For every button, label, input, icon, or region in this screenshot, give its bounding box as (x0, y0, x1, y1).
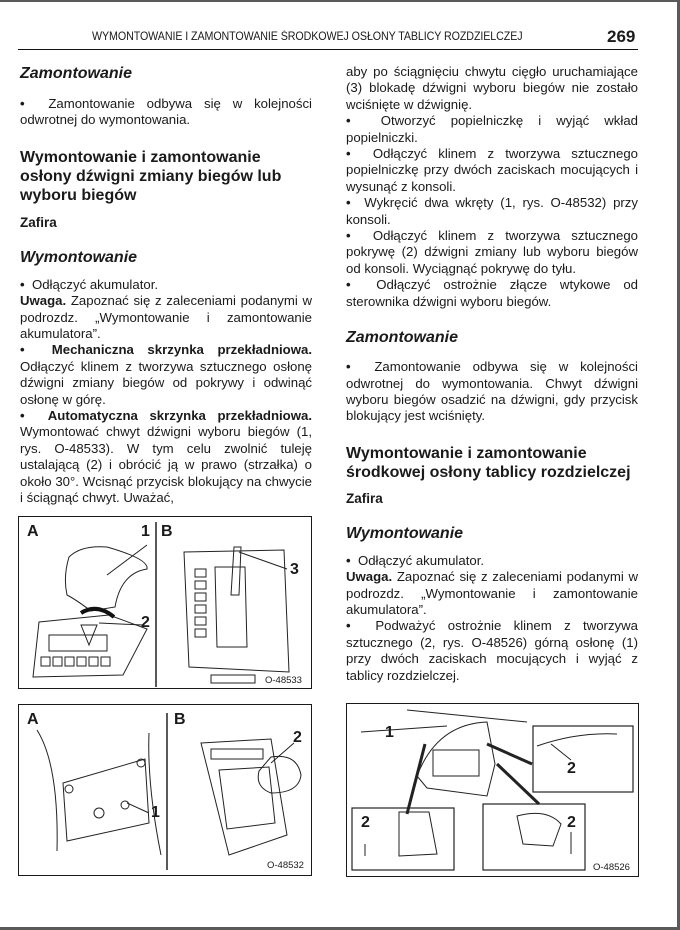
panel-label-a: A (27, 711, 39, 728)
windshield-line (407, 710, 527, 722)
callout-2-left: 2 (361, 814, 370, 831)
subsection-heading-wymontowanie: Wymontowanie (20, 248, 138, 266)
callout-2: 2 (293, 729, 302, 746)
console-opening (63, 759, 149, 841)
panel-label-b: B (174, 711, 186, 728)
gate-area (219, 767, 275, 829)
section-heading-zamontowanie: Zamontowanie (20, 65, 133, 82)
gate-opening (215, 567, 247, 647)
running-header-title: WYMONTOWANIE I ZAMONTOWANIE ŚRODKOWEJ OSŁONY TABLICY ROZDZIELCZEJ (92, 31, 523, 43)
panel-label-b: B (161, 523, 173, 540)
figure-illustration (19, 705, 311, 875)
model-label: Zafira (346, 490, 383, 506)
figure-code: O-48526 (593, 862, 630, 873)
callout-1: 1 (141, 523, 150, 540)
note-paragraph (20, 293, 312, 342)
note-text: Zapoznać się z zaleceniami podanymi w podrozdz. „Wymontowanie i zamontowanie akumulatora”. (20, 293, 312, 342)
figure-illustration (19, 517, 311, 688)
lever-rod (231, 547, 241, 595)
right-column (346, 64, 638, 684)
switch-block (211, 675, 255, 683)
inset-top-right (533, 726, 633, 792)
paragraph: • Odłączyć ostrożnie złącze wtykowe od sterownika dźwigni wyboru biegów. (346, 277, 638, 310)
section-title-center-dash-cover: Wymontowanie i zamontowanie środkowej osłony tablicy rozdzielczej (346, 444, 631, 481)
zoom-beam (487, 744, 532, 764)
screw (121, 801, 129, 809)
figure-gear-selector-handle (18, 516, 312, 689)
paragraph-continued: aby po ściągnięciu chwytu cięgło uruchamiające (3) blokadę dźwigni wyboru biegów nie zostało wciśnięte w dźwignię. (346, 64, 638, 112)
callout-2: 2 (141, 614, 150, 631)
model-label: Zafira (20, 214, 57, 230)
vent (399, 812, 437, 856)
callout-line-1 (361, 726, 447, 732)
trim-edge (537, 734, 617, 746)
bold-lead: • Mechaniczna skrzynka przekładniowa. (20, 342, 312, 357)
panel-label-a: A (27, 523, 39, 540)
paragraph: • Odłączyć akumulator. (346, 553, 638, 569)
figure-console-screws (18, 704, 312, 876)
console-outline (184, 550, 289, 672)
hand-on-grip (65, 547, 147, 611)
note-label: Uwaga. (20, 293, 67, 309)
figure-code: O-48533 (265, 675, 302, 686)
screw (65, 785, 73, 793)
section-title-gear-lever-cover: Wymontowanie i zamontowanie osłony dźwigni zmiany biegów lub wyboru biegów (20, 148, 282, 204)
header-rule (18, 49, 638, 50)
paragraph: • Odłączyć klinem z tworzywa sztucznego pokrywę (2) dźwigni zmiany lub wyboru biegów od konsoli. Wyciągnąć pokrywę do tyłu. (346, 228, 638, 277)
console-side (149, 733, 161, 855)
paragraph-manual-gearbox (20, 342, 312, 408)
paragraph-automatic-gearbox (20, 408, 312, 506)
seat-edge (37, 730, 57, 851)
zoom-beam (407, 744, 425, 814)
subsection-heading-wymontowanie: Wymontowanie (346, 524, 464, 542)
section-heading-zamontowanie: Zamontowanie (346, 329, 459, 347)
note-text: Zapoznać się z zaleceniami podanymi w podrozdz. „Wymontowanie i zamontowanie akumulatora”. (346, 569, 638, 617)
paragraph: • Zamontowanie odbywa się w kolejności odwrotnej do wymontowania. (20, 96, 312, 129)
callout-2-top-right: 2 (567, 760, 576, 777)
callout-2-bottom-right: 2 (567, 814, 576, 831)
figure-code: O-48532 (267, 860, 304, 871)
ashtray-slot (211, 749, 263, 759)
paragraph: • Odłączyć klinem z tworzywa sztucznego popielniczkę przy dwóch zaciskach mocujących i wysunąć z konsoli. (346, 146, 638, 195)
callout-line-3 (239, 552, 287, 569)
paragraph: • Otworzyć popielniczkę i wyjąć wkład popielniczki. (346, 113, 638, 146)
paragraph: • Zamontowanie odbywa się w kolejności odwrotnej do wymontowania. Chwyt dźwigni wyboru biegów osadzić na dźwigni, gdy przycisk blokujący jest wciśnięty. (346, 359, 638, 425)
page-number: 269 (607, 27, 636, 46)
bold-lead: • Automatyczna skrzynka przekładniowa. (20, 408, 312, 423)
callout-3: 3 (290, 561, 299, 578)
indicator-column (195, 569, 206, 637)
screw (94, 808, 104, 818)
page-frame-top (0, 0, 680, 2)
button-row (41, 657, 110, 666)
callout-line-2 (99, 623, 143, 625)
hand-on-cover (258, 756, 301, 793)
dash-cover (417, 722, 495, 796)
paragraph: • Odłączyć akumulator. (20, 277, 312, 293)
paragraph: • Wykręcić dwa wkręty (1, rys. O-48532) przy konsoli. (346, 195, 638, 228)
paragraph: • Podważyć ostrożnie klinem z tworzywa sztucznego (2, rys. O-48526) górną osłonę (1) przy dwóch zaciskach mocujących i wyjąć z tablicy rozdzielczej. (346, 618, 638, 684)
note-paragraph (346, 569, 638, 618)
vent (517, 813, 561, 846)
shift-gate (49, 635, 107, 651)
paragraph-text: Odłączyć klinem z tworzywa sztucznego osłonę dźwigni zmiany biegów od pokrywy i odwinąć osłonę w górę. (20, 358, 312, 407)
callout-line-1 (127, 803, 149, 813)
callout-leader (551, 744, 571, 760)
left-column (20, 64, 312, 507)
figure-center-dash-cover (346, 703, 639, 877)
callout-1: 1 (151, 804, 160, 821)
note-label: Uwaga. (346, 569, 393, 585)
callout-line-2 (271, 743, 294, 763)
display-panel (433, 750, 479, 776)
callout-1: 1 (385, 724, 394, 741)
paragraph-text: Wymontować chwyt dźwigni wyboru biegów (1, rys. O-48533). W tym celu zwolnić tuleję ustalającą (2) i obrócić ją w prawo (strzałka) o około 30°. Wcisnąć przycisk blokujący na chwycie i ściągnąć chwyt. Uważać, (20, 424, 312, 506)
